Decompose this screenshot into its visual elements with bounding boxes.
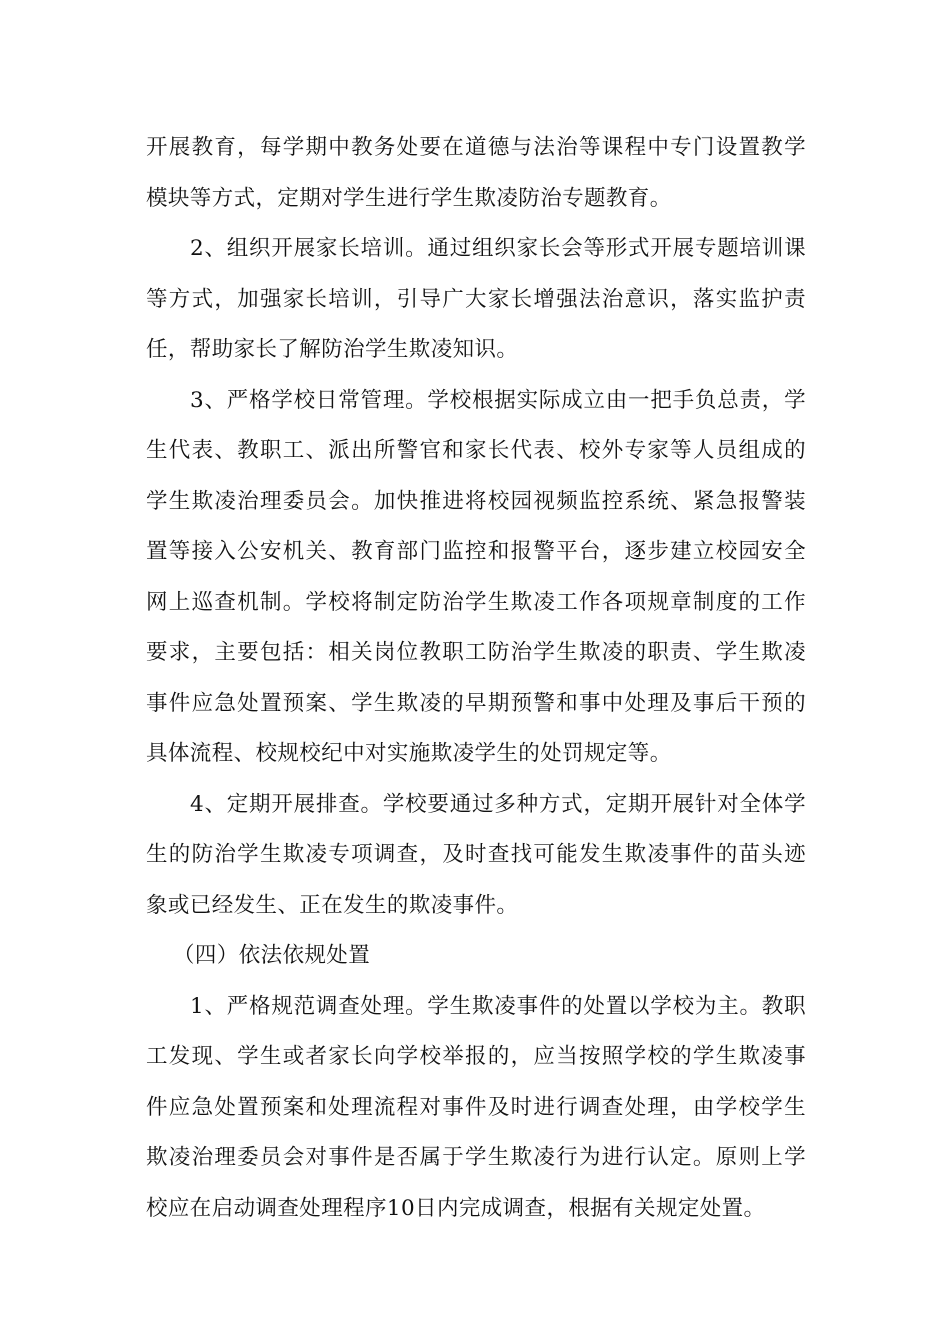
text-line: 校应在启动调查处理程序10日内完成调查，根据有关规定处置。 xyxy=(146,1195,766,1221)
paragraph-start-line: 1、严格规范调查处理。学生欺凌事件的处置以学校为主。教职 xyxy=(190,993,806,1019)
paragraph-start-line: 4、定期开展排查。学校要通过多种方式，定期开展针对全体学 xyxy=(190,791,806,817)
paragraph-start-line: 3、严格学校日常管理。学校根据实际成立由一把手负总责，学 xyxy=(190,387,806,413)
text-line: 生的防治学生欺凌专项调查，及时查找可能发生欺凌事件的苗头迹 xyxy=(146,842,806,867)
document-body xyxy=(146,128,806,1239)
text-line: 事件应急处置预案、学生欺凌的早期预警和事中处理及事后干预的 xyxy=(146,690,806,716)
section-heading: （四）依法依规处置 xyxy=(173,943,371,968)
text-line: 置等接入公安机关、教育部门监控和报警平台，逐步建立校园安全 xyxy=(146,539,806,564)
text-line: 开展教育，每学期中教务处要在道德与法治等课程中专门设置教学 xyxy=(146,135,806,160)
text-line: 生代表、教职工、派出所警官和家长代表、校外专家等人员组成的 xyxy=(146,438,806,463)
text-line: 任，帮助家长了解防治学生欺凌知识。 xyxy=(146,337,519,362)
text-line: 工发现、学生或者家长向学校举报的，应当按照学校的学生欺凌事 xyxy=(146,1044,806,1069)
text-line: 象或已经发生、正在发生的欺凌事件。 xyxy=(146,892,519,918)
text-line: 学生欺凌治理委员会。加快推进将校园视频监控系统、紧急报警装 xyxy=(146,488,806,514)
paragraph-start-line: 2、组织开展家长培训。通过组织家长会等形式开展专题培训课 xyxy=(190,236,806,261)
text-line: 模块等方式，定期对学生进行学生欺凌防治专题教育。 xyxy=(146,185,672,211)
text-line: 网上巡查机制。学校将制定防治学生欺凌工作各项规章制度的工作 xyxy=(146,589,806,615)
text-line: 等方式，加强家长培训，引导广大家长增强法治意识，落实监护责 xyxy=(146,286,806,312)
text-line: 欺凌治理委员会对事件是否属于学生欺凌行为进行认定。原则上学 xyxy=(146,1145,806,1170)
text-line: 要求，主要包括：相关岗位教职工防治学生欺凌的职责、学生欺凌 xyxy=(146,640,806,665)
text-line: 具体流程、校规校纪中对实施欺凌学生的处罚规定等。 xyxy=(146,741,672,766)
text-line: 件应急处置预案和处理流程对事件及时进行调查处理，由学校学生 xyxy=(146,1094,806,1120)
